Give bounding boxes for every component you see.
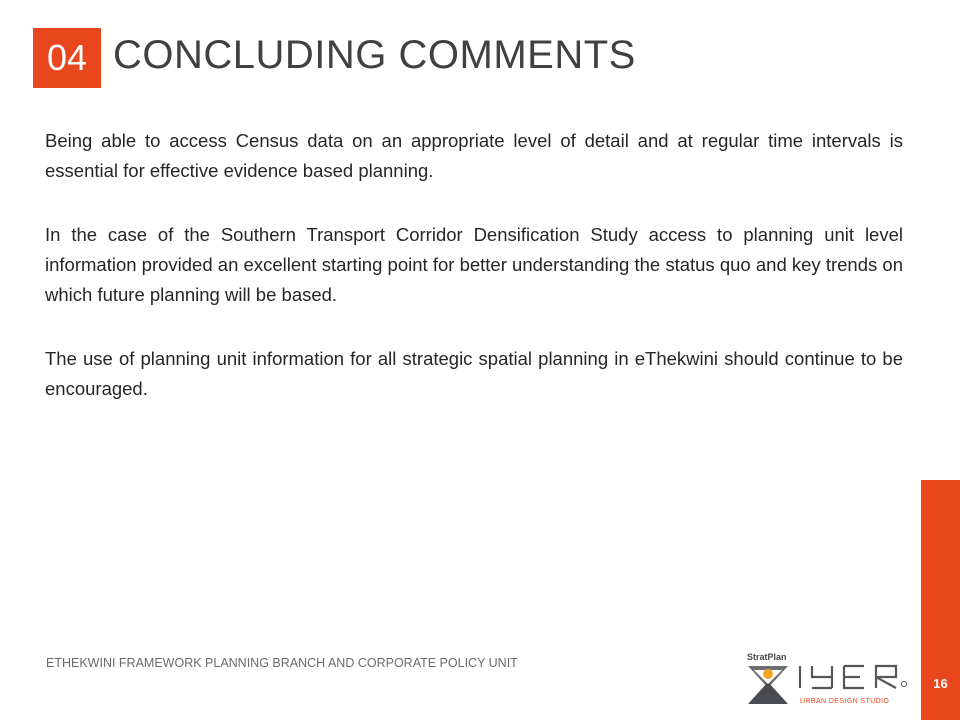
paragraph: In the case of the Southern Transport Corridor Densification Study access to planning unit level information provided an excellent starting point for better understanding the status quo and key trends on which future planning will be based. [45,224,903,305]
iyer-wordmark [800,666,907,688]
footer-organization: ETHEKWINI FRAMEWORK PLANNING BRANCH AND CORPORATE POLICY UNIT [46,656,518,670]
logo-subtitle: URBAN DESIGN STUDIO [800,698,890,705]
stratplan-emblem-icon [748,666,788,704]
paragraph: Being able to access Census data on an appropriate level of detail and at regular time intervals is essential for effective evidence based planning. [45,130,903,181]
logo-stratplan-text: StratPlan [747,652,787,662]
side-accent-bar [921,480,960,720]
page-number: 16 [933,676,948,691]
section-number-badge: 04 [33,28,101,88]
paragraph: The use of planning unit information for all strategic spatial planning in eThekwini should continue to be encouraged. [45,348,903,399]
iyer-stratplan-logo [742,648,914,710]
body-text [45,126,903,438]
page-title: CONCLUDING COMMENTS [113,33,636,77]
